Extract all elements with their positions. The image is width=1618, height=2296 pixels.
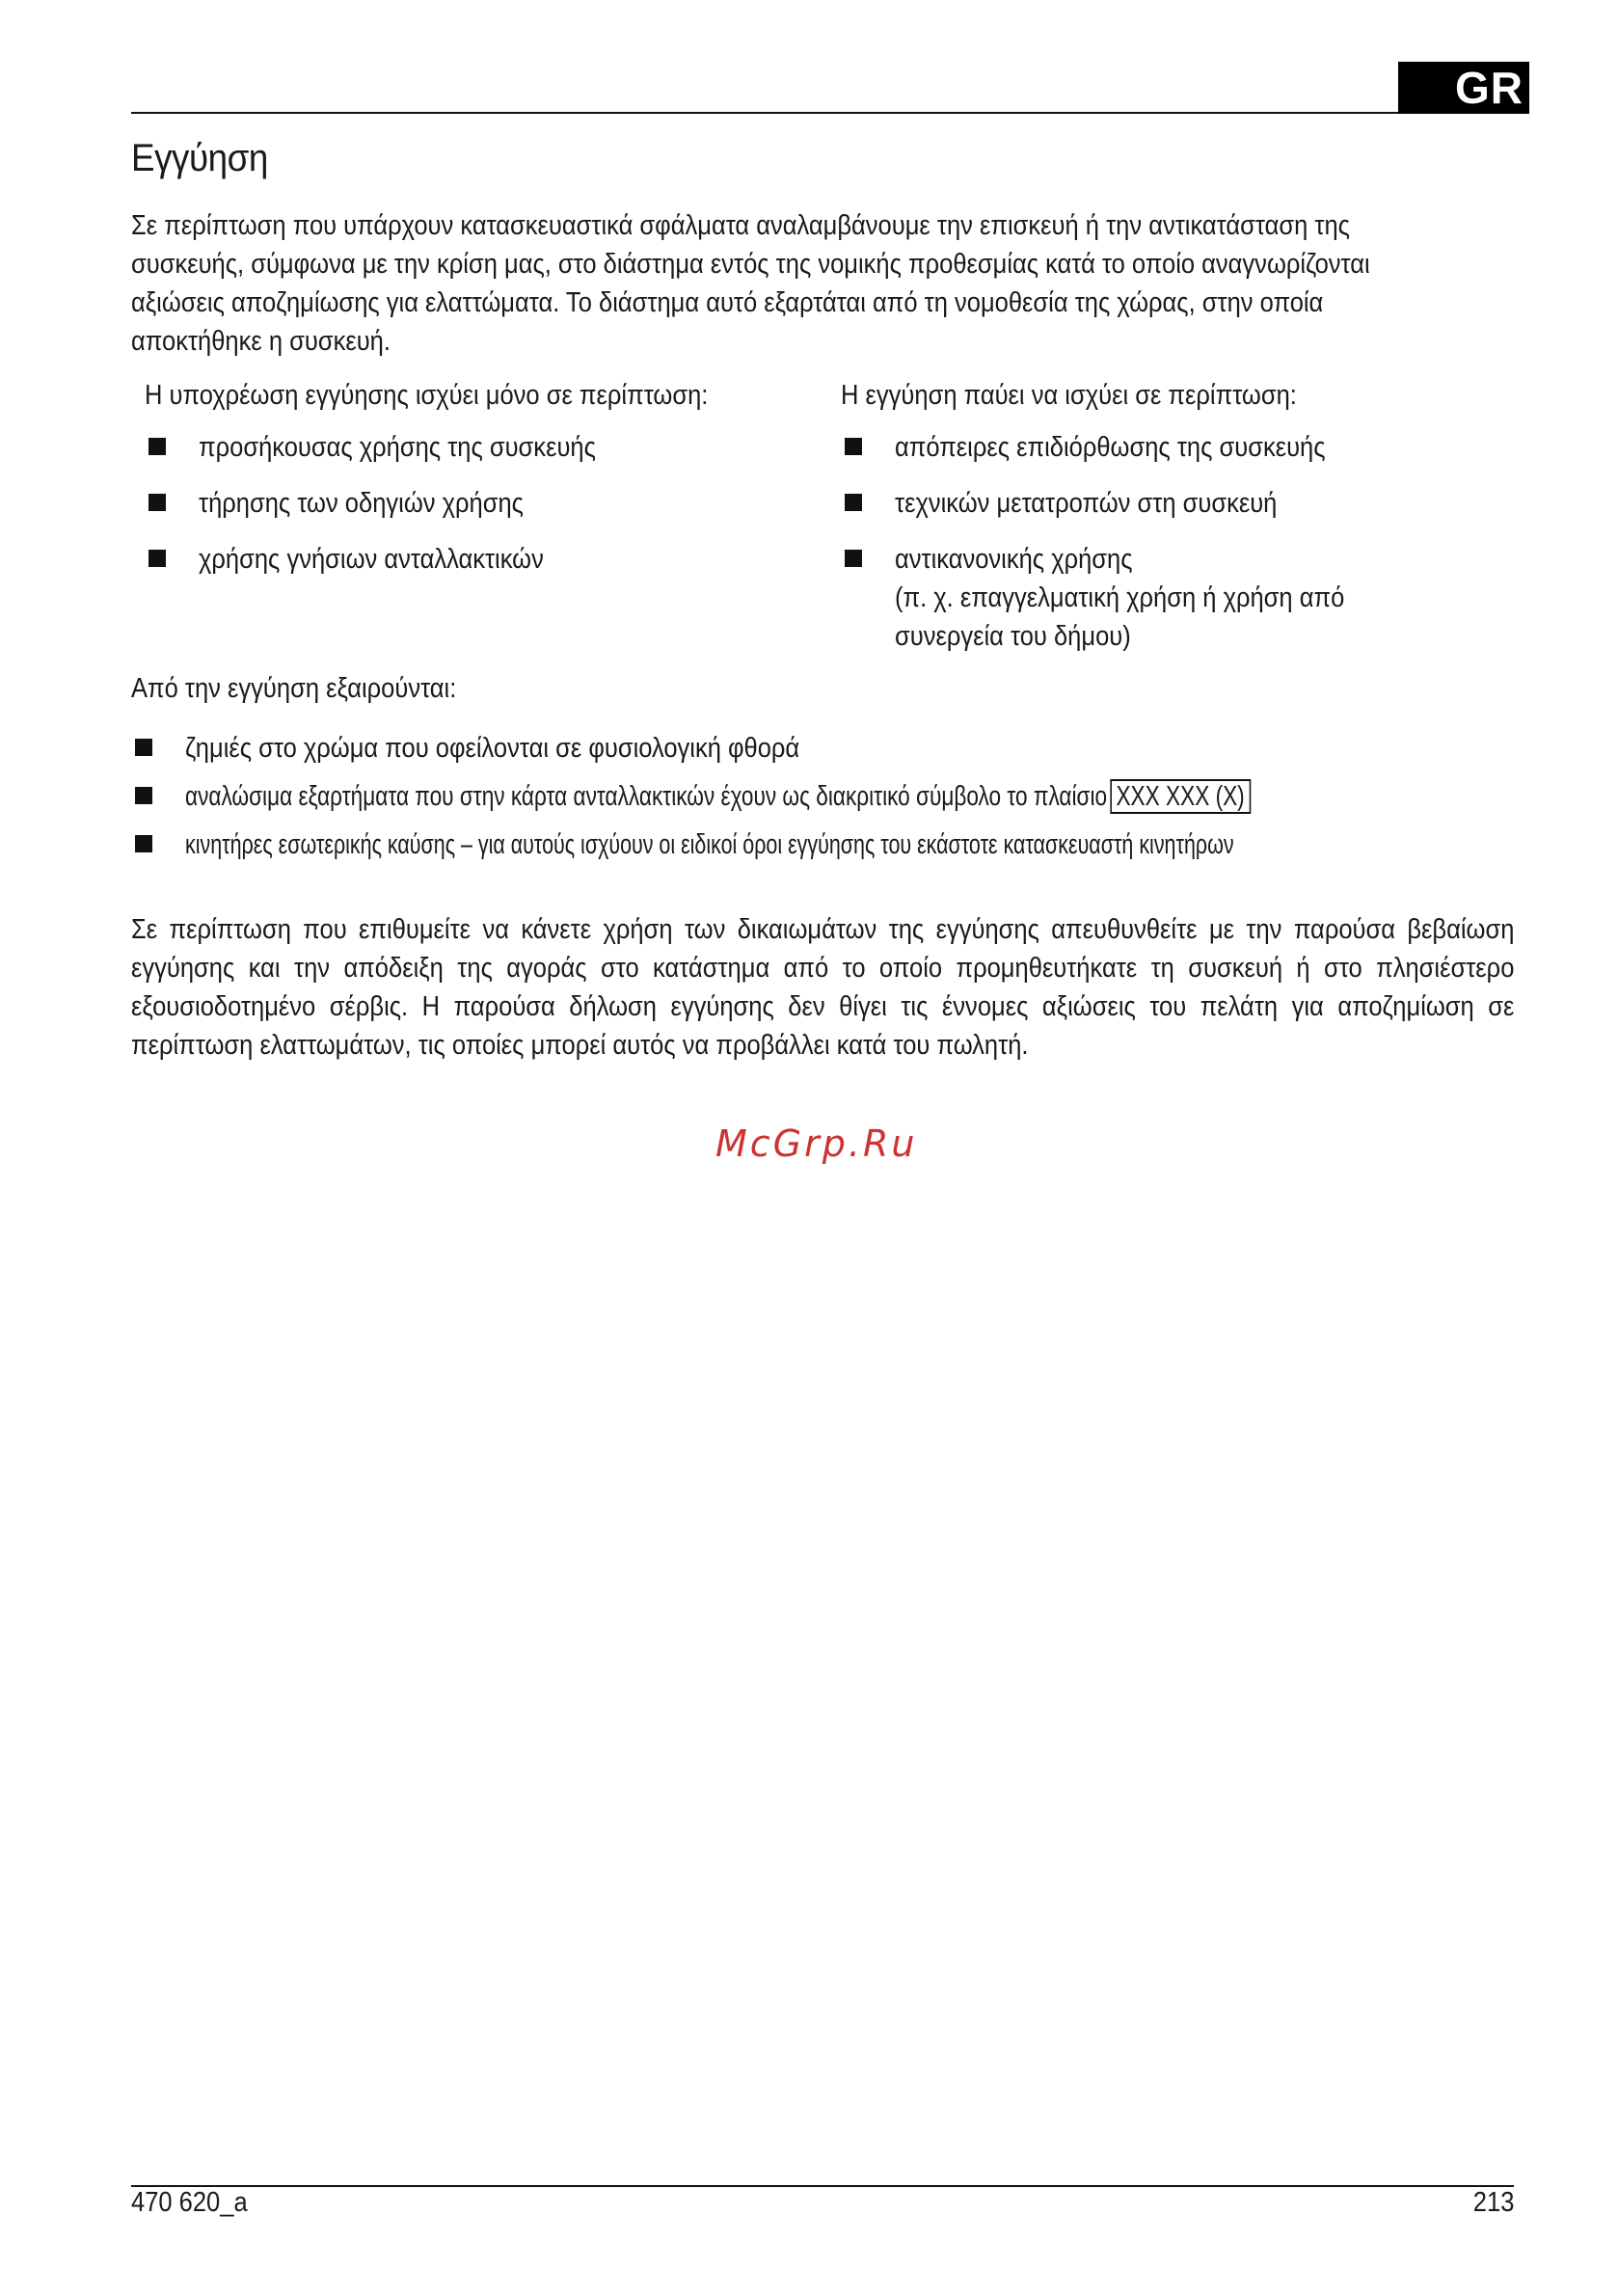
intro-line-4: αποκτήθηκε η συσκευή. [131, 326, 391, 357]
right-item-2: τεχνικών μετατροπών στη συσκευή [895, 488, 1278, 519]
bullet-icon [845, 494, 862, 511]
bullet-icon [135, 835, 152, 852]
page-title: Εγγύηση [131, 137, 268, 179]
bullet-icon [148, 494, 166, 511]
exclusions-heading: Από την εγγύηση εξαιρούνται: [131, 673, 457, 704]
exclusion-item-3: κινητήρες εσωτερικής καύσης – για αυτούς ισχύουν οι ειδικοί όροι εγγύησης του εκάστοτε κατασκευαστή κινητήρων [185, 829, 1234, 860]
exclusion-item-2-text: αναλώσιμα εξαρτήματα που στην κάρτα ανταλλακτικών έχουν ως διακριτικό σύμβολο το πλαίσιο [185, 781, 1108, 812]
right-item-3-line-3: συνεργεία του δήμου) [895, 621, 1131, 652]
left-column-heading: Η υποχρέωση εγγύησης ισχύει μόνο σε περίπτωση: [145, 380, 709, 411]
bullet-icon [845, 438, 862, 455]
watermark: McGrp.Ru [715, 1122, 918, 1165]
bullet-icon [135, 739, 152, 756]
exclusion-item-2 [185, 777, 1251, 816]
intro-line-2: συσκευής, σύμφωνα με την κρίση μας, στο διάστημα εντός της νομικής προθεσμίας κατά το οποίο αναγνωρίζονται [131, 249, 1370, 280]
part-code-box: XXX XXX (X) [1110, 779, 1251, 814]
language-tab: GR [1398, 62, 1529, 114]
intro-line-1: Σε περίπτωση που υπάρχουν κατασκευαστικά σφάλματα αναλαμβάνουμε την επισκευή ή την αντικατάσταση της [131, 210, 1350, 241]
left-item-2: τήρησης των οδηγιών χρήσης [199, 488, 524, 519]
bullet-icon [135, 787, 152, 804]
footer-rule [131, 2185, 1514, 2187]
left-item-3: χρήσης γνήσιων ανταλλακτικών [199, 544, 544, 575]
bullet-icon [845, 550, 862, 567]
exclusion-item-1: ζημιές στο χρώμα που οφείλονται σε φυσιολογική φθορά [185, 733, 800, 764]
footer-doc-id: 470 620_a [131, 2187, 248, 2218]
right-item-3-line-1: αντικανονικής χρήσης [895, 544, 1133, 575]
closing-paragraph [131, 910, 1514, 1065]
bullet-icon [148, 550, 166, 567]
closing-text: Σε περίπτωση που επιθυμείτε να κάνετε χρήση των δικαιωμάτων της εγγύησης απευθυνθείτε με την παρούσα βεβαίωση εγγύησης και την απόδειξη της αγοράς στο κατάστημα από το οποίο προμηθευτήκατε τη συσκευή ή στο πλησιέστερο εξουσιοδοτημένο σέρβις. Η παρούσα δήλωση εγγύησης δεν θίγει τις έννομες αξιώσεις του πελάτη για αποζημίωση σε περίπτωση ελαττωμάτων, τις οποίες μπορεί αυτός να προβάλλει κατά του πωλητή. [131, 914, 1515, 1061]
right-column-heading: Η εγγύηση παύει να ισχύει σε περίπτωση: [841, 380, 1297, 411]
right-item-1: απόπειρες επιδιόρθωσης της συσκευής [895, 432, 1326, 463]
bullet-icon [148, 438, 166, 455]
header-rule [131, 112, 1514, 114]
left-item-1: προσήκουσας χρήσης της συσκευής [199, 432, 596, 463]
right-item-3-line-2: (π. χ. επαγγελματική χρήση ή χρήση από [895, 582, 1345, 613]
intro-line-3: αξιώσεις αποζημίωσης για ελαττώματα. Το διάστημα αυτό εξαρτάται από τη νομοθεσία της χώρας, στην οποία [131, 287, 1324, 318]
footer-page-number: 213 [1472, 2187, 1514, 2218]
